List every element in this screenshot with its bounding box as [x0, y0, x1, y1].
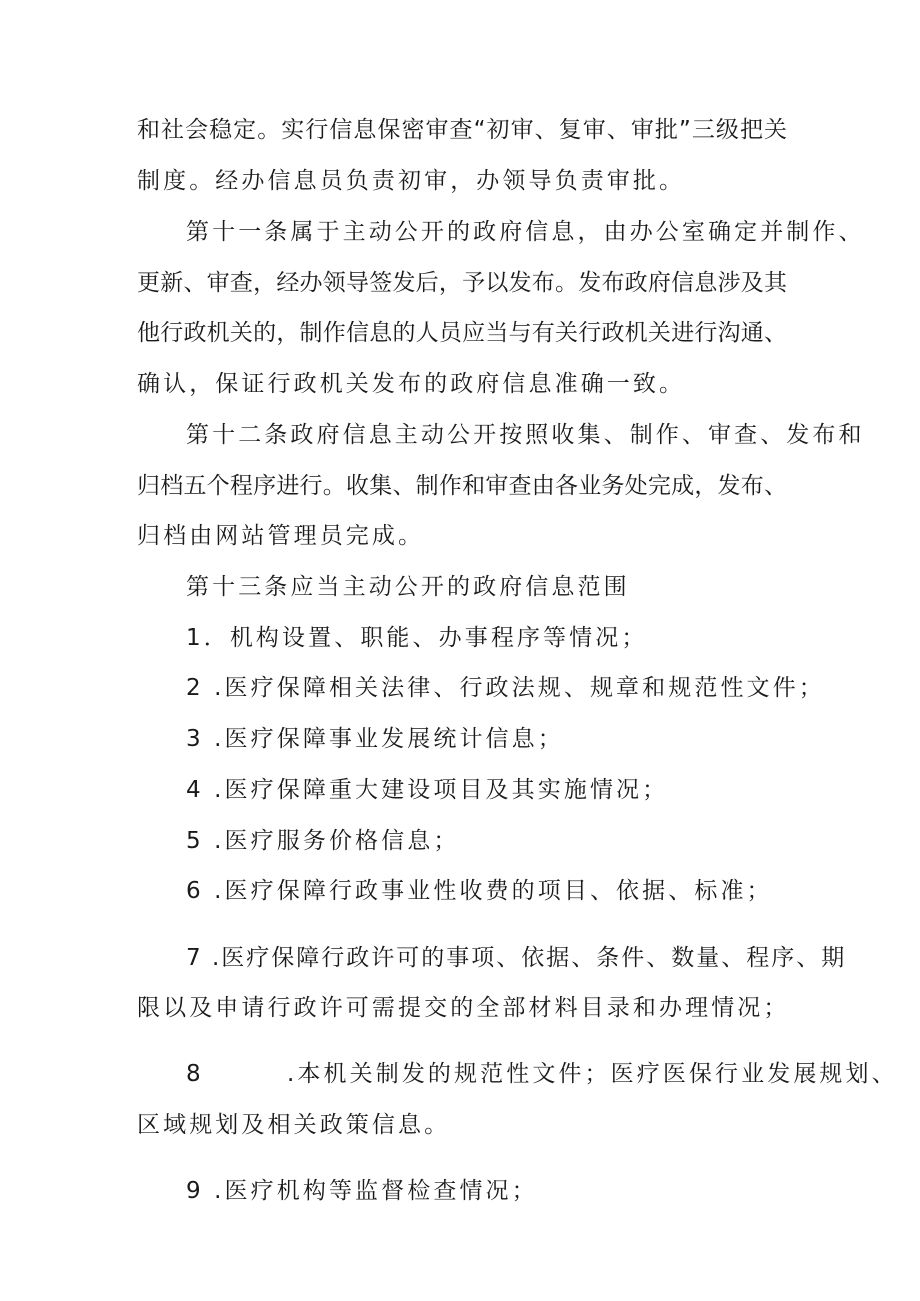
list-item-8-continued: 区域规划及相关政策信息。 [137, 1112, 451, 1138]
list-item-7-continued: 限以及申请行政许可需提交的全部材料目录和办理情况； [137, 995, 790, 1021]
list-item-5: 5 .医疗服务价格信息； [186, 828, 460, 854]
list-item-1: 1．机构设置、职能、办事程序等情况； [186, 625, 648, 651]
text-line-2: 制度。经办信息员负责初审，办领导负责审批。 [137, 168, 686, 194]
list-item-3: 3 .医疗保障事业发展统计信息； [186, 726, 564, 752]
list-item-9: 9 .医疗机构等监督检查情况； [186, 1178, 538, 1204]
text-line-9: 归档由网站管理员完成。 [137, 523, 425, 549]
list-item-8: 8 .本机关制发的规范性文件；医疗医保行业发展规划、 [186, 1061, 898, 1087]
list-item-6: 6 .医疗保障行政事业性收费的项目、依据、标准； [186, 878, 773, 904]
text-line-6: 确认，保证行政机关发布的政府信息准确一致。 [137, 371, 686, 397]
list-item-2: 2 .医疗保障相关法律、行政法规、规章和规范性文件； [186, 675, 825, 701]
text-line-4: 更新、审查，经办领导签发后，予以发布。发布政府信息涉及其 [137, 270, 787, 296]
text-line-1: 和社会稳定。实行信息保密审查“初审、复审、审批”三级把关 [137, 117, 787, 143]
text-line-3: 第十一条属于主动公开的政府信息，由办公室确定并制作、 [186, 219, 865, 245]
list-item-4: 4 .医疗保障重大建设项目及其实施情况； [186, 777, 669, 803]
list-item-7: 7 .医疗保障行政许可的事项、依据、条件、数量、程序、期 [186, 945, 847, 971]
text-line-5: 他行政机关的，制作信息的人员应当与有关行政机关进行沟通、 [137, 320, 787, 346]
text-line-8: 归档五个程序进行。收集、制作和审查由各业务处完成，发布、 [137, 473, 787, 499]
section-heading: 第十三条应当主动公开的政府信息范围 [186, 574, 630, 600]
text-line-7: 第十二条政府信息主动公开按照收集、制作、审查、发布和 [186, 422, 865, 448]
